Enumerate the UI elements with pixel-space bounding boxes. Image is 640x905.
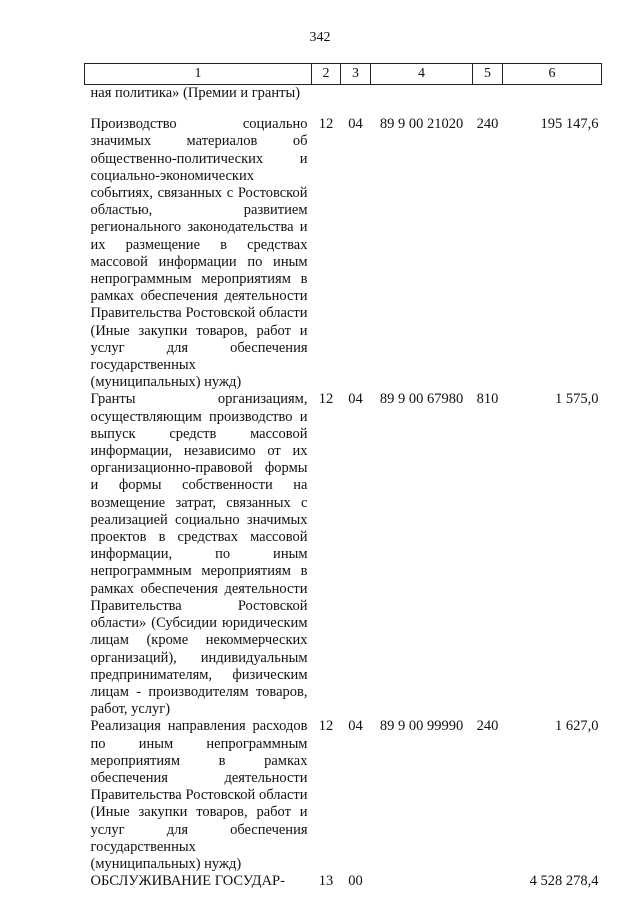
row-section (312, 85, 341, 103)
row-description: Гранты организациям, осуществляющим производство и выпуск средств массовой информации, независимо от их организационно-правовой формы и формы собственности на возмещение затрат, связанных с реализацией социально значимых проектов в средствах массовой информации, по иным непрограммным мероприятиям в рамках обеспечения деятельности Правительства Ростовской области» (Субсидии юридическим лицам (кроме некоммерческих организаций), индивидуальным предпринимателям, физическим лицам - производителям товаров, работ, услуг) (90, 391, 308, 718)
header-col-6: 6 (503, 64, 602, 85)
table-row (85, 85, 602, 103)
row-amount: 4 528 278,4 (529, 873, 599, 890)
header-col-3: 3 (341, 64, 371, 85)
budget-table (84, 63, 602, 893)
header-col-2: 2 (312, 64, 341, 85)
table-row (85, 391, 602, 718)
row-description: Производство социально значимых материалов об общественно-политических и социально-экономических событиях, связанных с Ростовской областью, развитием регионального законодательства и их размещение в средствах массовой информации по иным непрограммным мероприятиям в рамках обеспечения деятельности Правительства Ростовской области (Иные закупки товаров, работ и услуг для обеспечения государственных (муниципальных) нужд) (90, 116, 308, 391)
row-target-code: 89 9 00 21020 (379, 116, 464, 133)
header-col-1: 1 (85, 64, 312, 85)
table-row (85, 116, 602, 391)
row-expense-type: 240 (476, 116, 499, 133)
table-header (85, 64, 602, 85)
header-col-5: 5 (473, 64, 503, 85)
page-number: 342 (309, 30, 331, 45)
row-target-code (371, 85, 473, 103)
row-target-code: 89 9 00 67980 (379, 391, 464, 408)
table-row (85, 718, 602, 873)
row-section: 13 (318, 873, 334, 890)
row-expense-type (473, 873, 503, 893)
row-subsection (341, 85, 371, 103)
row-amount: 1 575,0 (555, 391, 599, 408)
row-target-code (371, 873, 473, 893)
row-description: ОБСЛУЖИВАНИЕ ГОСУДАР- (90, 873, 285, 890)
row-description: ная политика» (Премии и гранты) (90, 85, 301, 101)
row-amount (503, 85, 602, 103)
row-subsection: 04 (348, 718, 363, 735)
row-section: 12 (318, 718, 334, 735)
table-row (85, 873, 602, 893)
row-target-code: 89 9 00 99990 (379, 718, 464, 735)
row-subsection: 04 (348, 116, 363, 133)
row-section: 12 (318, 391, 334, 408)
row-description: Реализация направления расходов по иным непрограммным мероприятиям в рамках обеспечения деятельности Правительства Ростовской области (Иные закупки товаров, работ и услуг для обеспечения государственных (муниципальных) нужд) (90, 718, 308, 872)
row-subsection: 00 (348, 873, 363, 890)
row-section: 12 (318, 116, 334, 133)
header-col-4: 4 (371, 64, 473, 85)
row-subsection: 04 (348, 391, 363, 408)
row-expense-type (473, 85, 503, 103)
row-amount: 195 147,6 (540, 116, 599, 133)
row-amount: 1 627,0 (555, 718, 599, 735)
row-expense-type: 240 (476, 718, 499, 735)
row-expense-type: 810 (476, 391, 499, 408)
